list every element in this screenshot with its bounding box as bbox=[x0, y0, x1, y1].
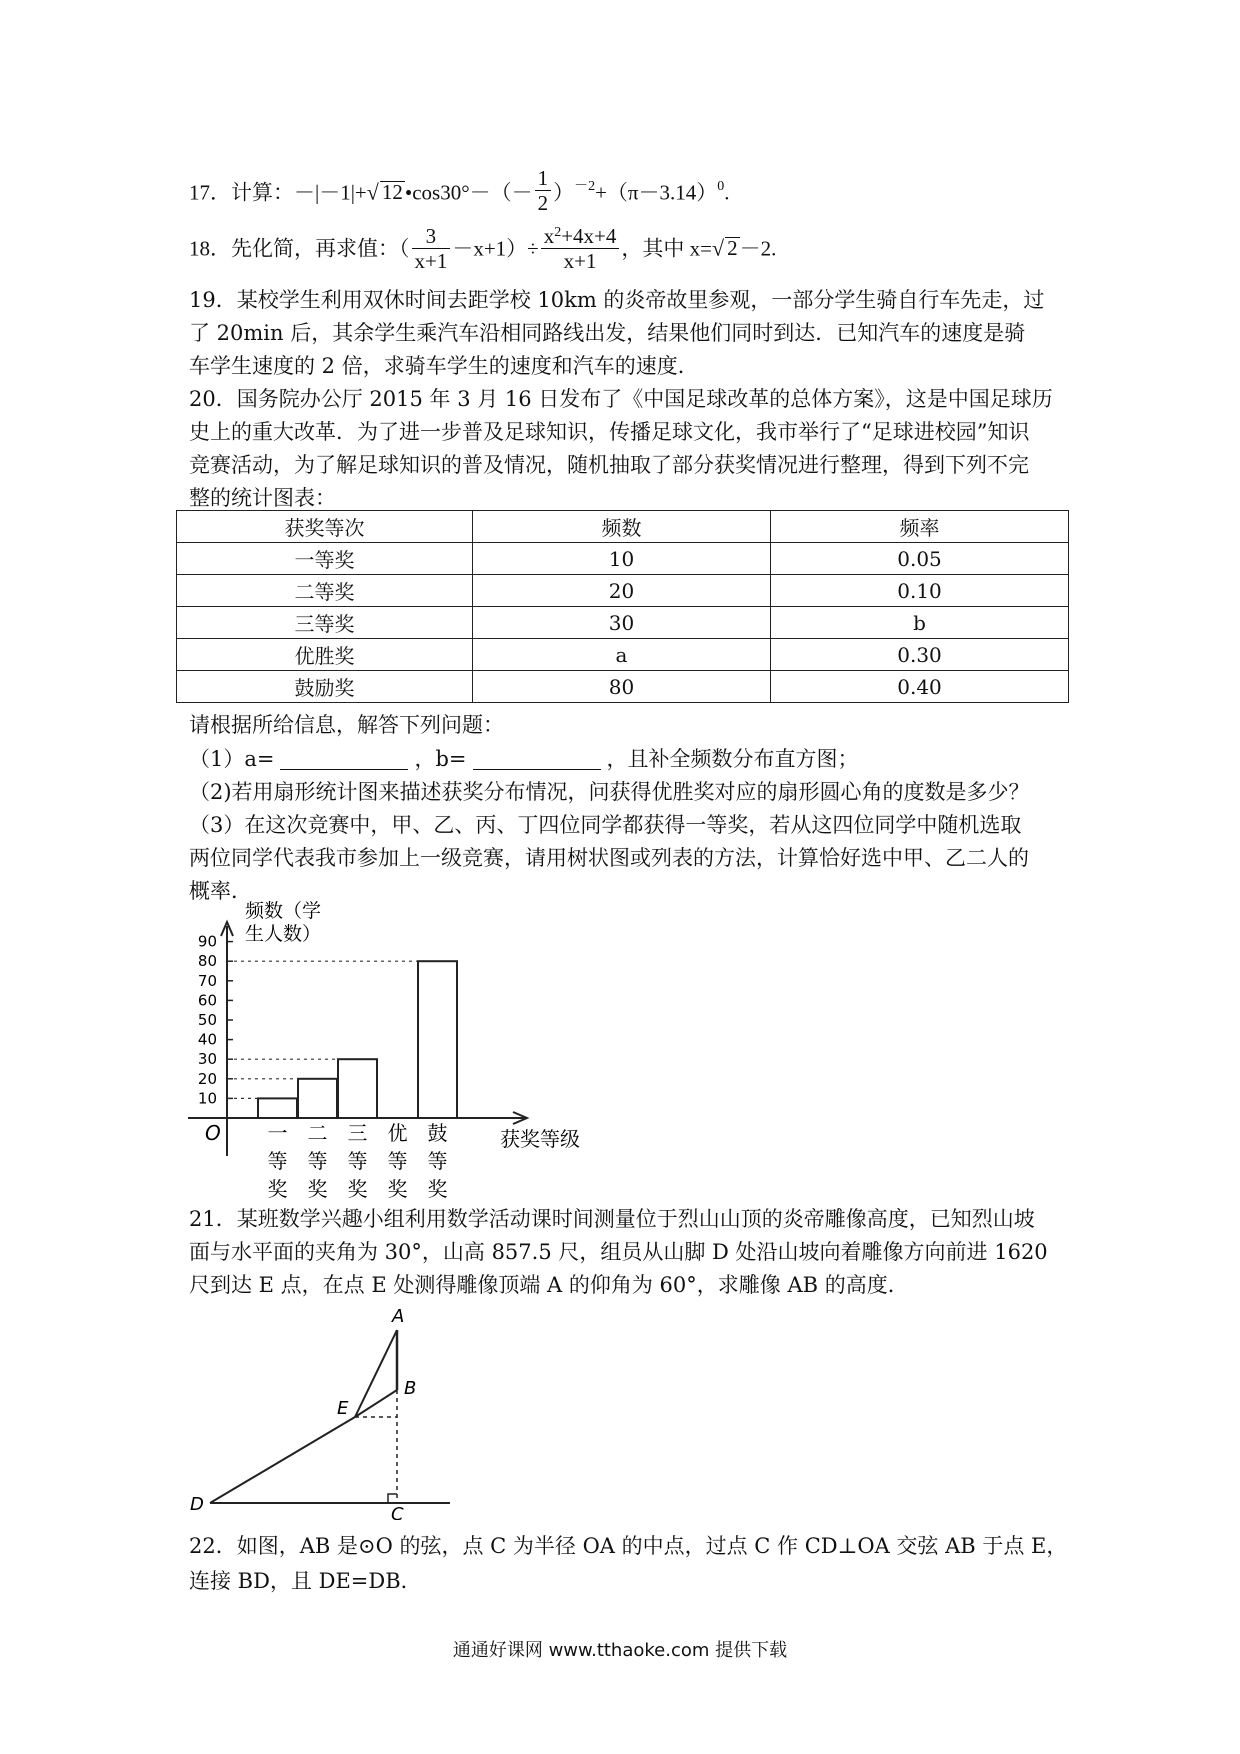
y-tick-label: 90 bbox=[197, 932, 217, 951]
question-21-line-1: 21．某班数学兴趣小组利用数学活动课时间测量位于烈山山顶的炎帝雕像高度，已知烈山坡 bbox=[189, 1207, 1035, 1231]
q17-tail: +（π－3.14） bbox=[595, 180, 718, 205]
x-category-label: 等 bbox=[267, 1149, 288, 1173]
table-header: 频数 bbox=[473, 511, 771, 543]
question-22-line-2: 连接 BD，且 DE=DB． bbox=[189, 1569, 422, 1593]
q18-sqrt: 2 bbox=[727, 236, 738, 261]
x-category-label: 奖 bbox=[427, 1177, 448, 1201]
y-tick-label: 30 bbox=[197, 1050, 217, 1069]
question-20-line-4: 整的统计图表： bbox=[189, 486, 336, 510]
q18-prefix: 18．先化简，再求值：（ bbox=[189, 236, 410, 261]
table-cell: 三等奖 bbox=[177, 607, 473, 639]
footer-source: 通通好课网 www.tthaoke.com 提供下载 bbox=[452, 1640, 788, 1661]
x-category-label: 奖 bbox=[347, 1177, 368, 1201]
x-category-label: 奖 bbox=[387, 1177, 408, 1201]
table-cell: 鼓励奖 bbox=[177, 671, 473, 703]
bar-2 bbox=[298, 1079, 337, 1118]
q18-fraction-2: $\frac{x^2+4x+4}{x+1}$ bbox=[541, 224, 620, 273]
q20-sub-3-line-2: 两位同学代表我市参加上一级竞赛，请用树状图或列表的方法，计算恰好选中甲、乙二人的 bbox=[189, 846, 1029, 870]
y-tick-label: 80 bbox=[197, 952, 217, 971]
table-cell: 80 bbox=[473, 671, 771, 703]
x-category-label: 等 bbox=[347, 1149, 368, 1173]
x-category-label: 等 bbox=[307, 1149, 328, 1173]
y-tick-label: 70 bbox=[197, 971, 217, 990]
x-axis-label: 获奖等级 bbox=[500, 1127, 580, 1151]
x-category-label: 一 bbox=[267, 1121, 288, 1145]
slope-statue-figure bbox=[180, 1300, 460, 1520]
point-label-d: D bbox=[190, 1494, 204, 1515]
table-cell: 20 bbox=[473, 575, 771, 607]
question-21-line-3: 尺到达 E 点，在点 E 处测得雕像顶端 A 的仰角为 60°，求雕像 AB 的高度． bbox=[189, 1273, 909, 1297]
question-21-line-2: 面与水平面的夹角为 30°，山高 857.5 尺，组员从山脚 D 处沿山坡向着雕像方向前进 1620 bbox=[189, 1240, 1048, 1264]
table-cell: 10 bbox=[473, 543, 771, 575]
q17-abs: －|－1|+ bbox=[294, 180, 367, 205]
question-19-line-2: 了 20min 后，其余学生乘汽车沿相同路线出发，结果他们同时到达．已知汽车的速度是骑 bbox=[189, 321, 1026, 345]
point-label-c: C bbox=[391, 1504, 404, 1520]
table-cell: b bbox=[771, 607, 1069, 639]
q17-exp1: －2 bbox=[574, 179, 596, 195]
x-category-label: 三 bbox=[347, 1121, 368, 1145]
q20-sub-1: （1）a= ，b= ，且补全频数分布直方图； bbox=[189, 747, 859, 771]
table-cell: a bbox=[473, 639, 771, 671]
y-tick-label: 10 bbox=[197, 1089, 217, 1108]
table-header: 获奖等次 bbox=[177, 511, 473, 543]
bar-1 bbox=[258, 1098, 297, 1118]
table-cell: 一等奖 bbox=[177, 543, 473, 575]
q18-fraction-1: $\frac{3}{x+1}$ bbox=[412, 224, 451, 273]
table-cell: 30 bbox=[473, 607, 771, 639]
x-category-label: 优 bbox=[387, 1121, 408, 1145]
bar-3 bbox=[338, 1059, 377, 1118]
question-19-line-3: 车学生速度的 2 倍，求骑车学生的速度和汽车的速度． bbox=[189, 354, 699, 378]
q20-prompt: 请根据所给信息，解答下列问题： bbox=[189, 713, 504, 737]
y-tick-label: 20 bbox=[197, 1069, 217, 1088]
y-tick-label: 60 bbox=[197, 991, 217, 1010]
point-label-a: A bbox=[392, 1306, 405, 1327]
q17-fraction: $\frac{1}{2}$ bbox=[535, 166, 552, 215]
table-cell: 0.30 bbox=[771, 639, 1069, 671]
q17-cos: •cos30°－（－ bbox=[404, 180, 533, 205]
question-19-line-1: 19．某校学生利用双休时间去距学校 10km 的炎帝故里参观，一部分学生骑自行车先走，过 bbox=[189, 288, 1045, 312]
x-category-label: 等 bbox=[427, 1149, 448, 1173]
point-label-e: E bbox=[337, 1398, 349, 1419]
question-20-line-1: 20．国务院办公厅 2015 年 3 月 16 日发布了《中国足球改革的总体方案》，这是中国足球历 bbox=[189, 387, 1053, 411]
table-cell: 优胜奖 bbox=[177, 639, 473, 671]
question-17: 17．计算：－|－1|+√ 12•cos30°－（－ $\frac{1}{2}$ ）$^{-2}+(\pi-3.14)^0$. bbox=[189, 166, 730, 216]
question-18: 18．先化简，再求值：（ $\frac{3}{x+1}$ －x+1）÷ $\frac{x^2+4x+4}{x+1}$ ，其中 x=√ 2－2. bbox=[189, 224, 777, 274]
q18-where: ，其中 x= bbox=[621, 236, 712, 261]
table-cell: 0.10 bbox=[771, 575, 1069, 607]
x-category-label: 二 bbox=[307, 1121, 328, 1145]
q17-exp2: 0 bbox=[717, 179, 725, 195]
q17-prefix: 17．计算： bbox=[189, 180, 294, 205]
y-axis-label: 生人数） bbox=[245, 923, 322, 945]
x-category-label: 奖 bbox=[267, 1177, 288, 1201]
q18-mid: －x+1）÷ bbox=[452, 236, 539, 261]
y-axis-label: 频数（学 bbox=[245, 900, 322, 922]
x-category-label: 奖 bbox=[307, 1177, 328, 1201]
table-cell: 0.40 bbox=[771, 671, 1069, 703]
q20-sub-3-line-3: 概率． bbox=[189, 879, 252, 903]
table-cell: 二等奖 bbox=[177, 575, 473, 607]
y-tick-label: 50 bbox=[197, 1011, 217, 1029]
table-header: 频率 bbox=[771, 511, 1069, 543]
point-label-b: B bbox=[404, 1378, 417, 1399]
x-category-label: 鼓 bbox=[427, 1121, 448, 1145]
question-22-line-1: 22．如图，AB 是⊙O 的弦，点 C 为半径 OA 的中点，过点 C 作 CD⊥OA 交弦 AB 于点 E， bbox=[189, 1534, 1068, 1558]
question-20-line-3: 竞赛活动，为了解足球知识的普及情况，随机抽取了部分获奖情况进行整理，得到下列不完 bbox=[189, 453, 1029, 477]
origin-label: O bbox=[205, 1121, 221, 1145]
question-20-line-2: 史上的重大改革．为了进一步普及足球知识，传播足球文化，我市举行了“足球进校园”知识 bbox=[189, 420, 1030, 444]
x-category-label: 等 bbox=[387, 1149, 408, 1173]
y-tick-label: 40 bbox=[197, 1030, 217, 1049]
bar-5 bbox=[418, 961, 457, 1118]
q20-sub-3-line-1: （3）在这次竞赛中，甲、乙、丙、丁四位同学都获得一等奖，若从这四位同学中随机选取 bbox=[189, 813, 1022, 837]
table-cell: 0.05 bbox=[771, 543, 1069, 575]
q17-sqrt: 12 bbox=[381, 180, 403, 205]
q20-sub-2: （2)若用扇形统计图来描述获奖分布情况，问获得优胜奖对应的扇形圆心角的度数是多少？ bbox=[189, 780, 1030, 804]
